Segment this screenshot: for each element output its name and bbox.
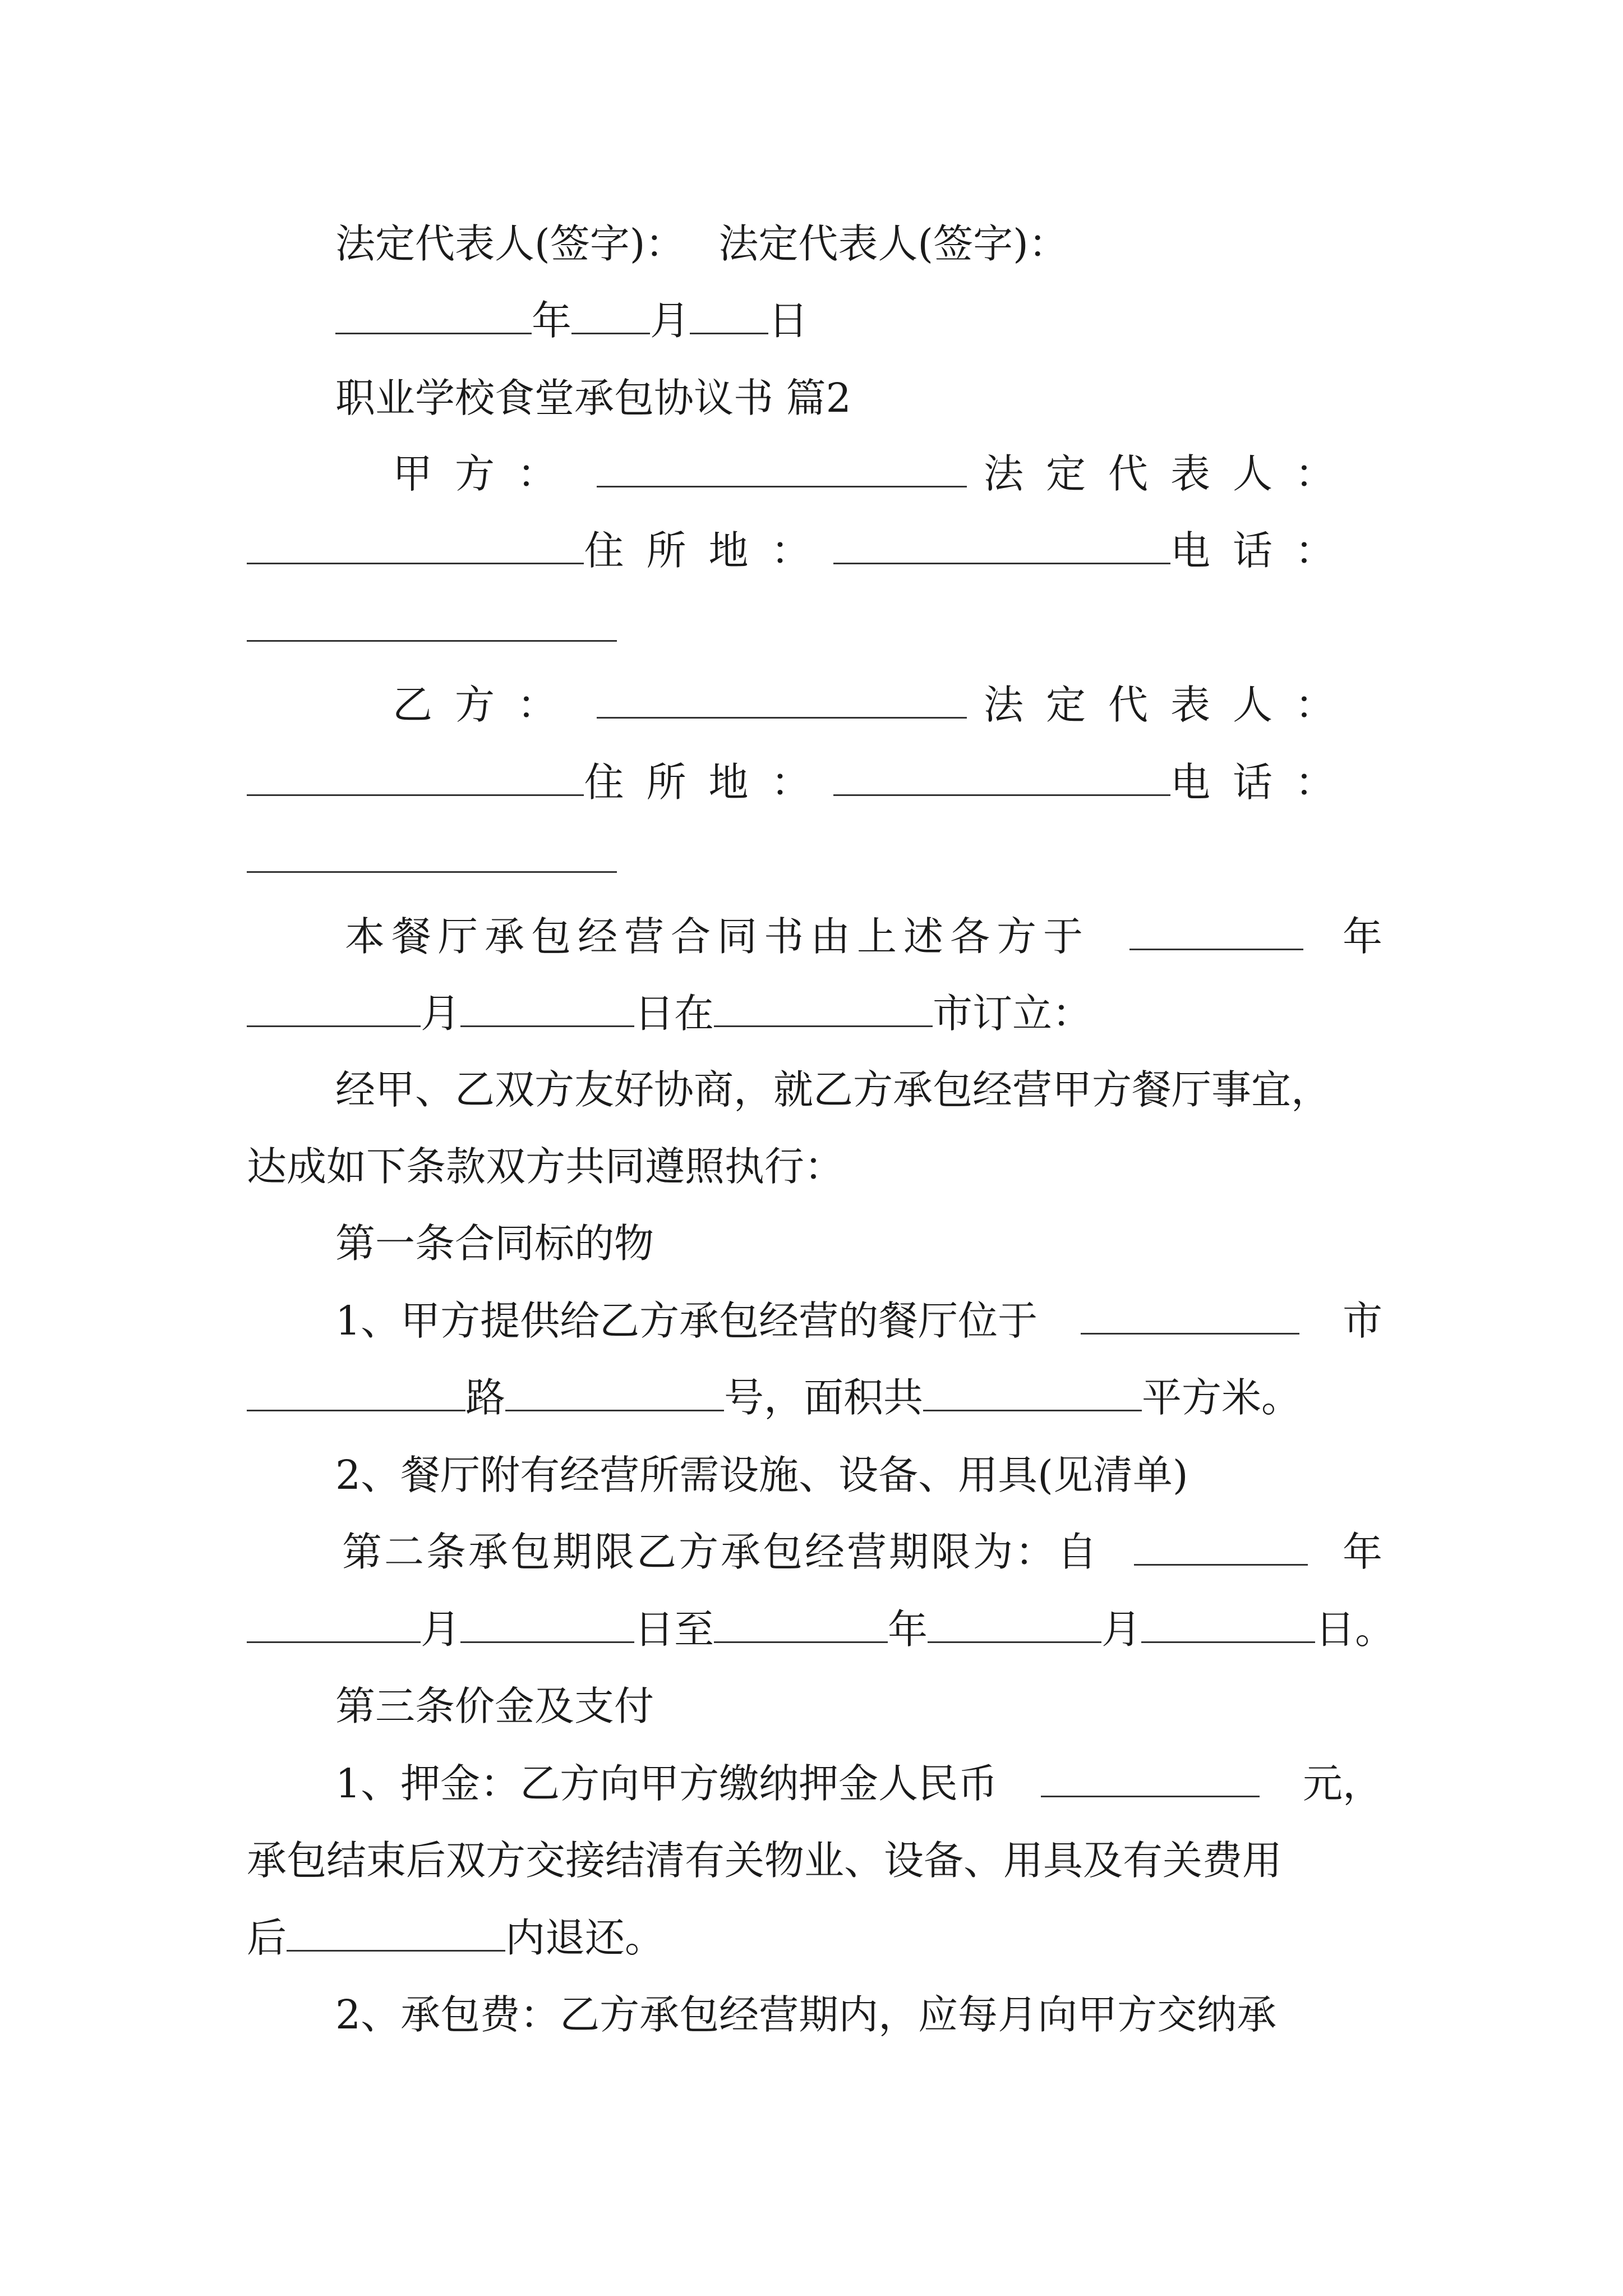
article-2-end-year-blank	[714, 1604, 888, 1643]
party-a-phone-label: 电话：	[1170, 527, 1357, 574]
article-3-item-1-text: 1、押金：乙方向甲方缴纳押金人民币	[335, 1760, 998, 1807]
month-label: 月	[650, 297, 690, 344]
article-2-end-month-blank	[928, 1604, 1101, 1643]
article-2-start-year-blank	[1134, 1527, 1308, 1566]
article-2-start-day-blank	[460, 1604, 634, 1643]
party-b-label: 乙方：	[393, 682, 580, 728]
article-2-start-day-label: 日至	[634, 1606, 714, 1653]
party-b-rep-blank	[247, 757, 584, 796]
year-label: 年	[532, 297, 572, 344]
party-a-line-1	[393, 446, 1357, 502]
article-3-deposit-blank	[1041, 1759, 1260, 1797]
article-2-end-day-blank	[1141, 1604, 1315, 1643]
article-3-item-2: 2、承包费：乙方承包经营期内，应每月向甲方交纳承	[335, 1991, 1277, 2038]
intro-text: 本餐厅承包经营合同书由上述各方于	[345, 913, 1090, 960]
date-line	[335, 293, 808, 349]
intro-day-label: 日在	[634, 990, 714, 1037]
intro-line-2	[247, 986, 1092, 1042]
article-3-title: 第三条价金及支付	[335, 1683, 654, 1729]
party-b-signature-label: 法定代表人(签字)：	[718, 220, 1068, 267]
article-1-item-1-line-2	[247, 1370, 1301, 1426]
article-3-item-1-line-1	[335, 1756, 1382, 1812]
article-1-city-blank	[1081, 1296, 1299, 1335]
party-b-line-2	[247, 754, 1357, 811]
agree-line-2: 达成如下条款双方共同遵照执行：	[247, 1143, 845, 1190]
article-3-item-1-line-2: 承包结束后双方交接结清有关物业、设备、用具及有关费用	[247, 1837, 1283, 1884]
article-2-start-year-label: 年	[1342, 1529, 1382, 1575]
day-label: 日	[768, 297, 809, 344]
intro-year-blank	[1129, 912, 1303, 950]
intro-line-1	[345, 909, 1382, 965]
party-b-phone-blank	[247, 834, 617, 873]
article-1-city-label: 市	[1342, 1297, 1382, 1344]
article-2-start-month-label: 月	[421, 1606, 461, 1653]
article-1-number-blank	[505, 1373, 724, 1411]
party-a-line-3	[247, 600, 617, 656]
party-a-address-blank	[833, 526, 1170, 564]
signature-line	[335, 216, 1068, 272]
article-2-end-month-label: 月	[1101, 1606, 1142, 1653]
year-blank	[335, 296, 532, 334]
party-b-phone-label: 电话：	[1170, 759, 1357, 806]
article-2-end-year-label: 年	[888, 1606, 928, 1653]
article-1-road-blank	[247, 1373, 465, 1411]
intro-city-label: 市订立：	[933, 990, 1092, 1037]
article-1-road-label: 路	[465, 1374, 506, 1421]
article-3-refund-label: 内退还。	[505, 1915, 665, 1961]
article-1-number-label: 号，面积共	[724, 1374, 924, 1421]
party-a-rep-blank	[247, 526, 584, 564]
intro-month-blank	[247, 988, 421, 1027]
article-2-start-month-blank	[247, 1604, 421, 1643]
intro-year-label: 年	[1342, 913, 1382, 960]
month-blank	[571, 296, 650, 334]
day-blank	[690, 296, 768, 334]
party-a-address-label: 住所地：	[584, 527, 833, 574]
party-a-name-blank	[597, 449, 967, 487]
intro-day-blank	[460, 988, 634, 1027]
article-3-refund-period-blank	[287, 1913, 505, 1952]
party-a-rep-label: 法定代表人：	[983, 450, 1357, 497]
party-b-address-label: 住所地：	[584, 759, 833, 806]
article-3-after-label: 后	[247, 1915, 287, 1961]
article-2-text: 第二条承包期限乙方承包经营期限为：自	[342, 1529, 1100, 1575]
article-2-line-1	[342, 1524, 1382, 1580]
article-3-item-1-line-3	[247, 1910, 665, 1966]
agree-line-1: 经甲、乙双方友好协商，就乙方承包经营甲方餐厅事宜，	[335, 1066, 1331, 1113]
article-1-area-blank	[923, 1373, 1142, 1411]
article-1-item-1-text: 1、甲方提供给乙方承包经营的餐厅位于	[335, 1297, 1038, 1344]
party-b-name-blank	[597, 680, 967, 719]
section-title: 职业学校食堂承包协议书 篇2	[335, 375, 851, 421]
party-b-address-blank	[833, 757, 1170, 796]
article-1-area-label: 平方米。	[1142, 1374, 1302, 1421]
article-1-item-1-line-1	[335, 1293, 1382, 1349]
party-b-line-1	[393, 677, 1357, 733]
party-a-line-2	[247, 523, 1357, 579]
party-b-line-3	[247, 831, 617, 887]
article-1-item-2: 2、餐厅附有经营所需设施、设备、用具(见清单)	[335, 1452, 1188, 1498]
party-a-label: 甲方：	[393, 450, 580, 497]
article-2-end-day-label: 日。	[1315, 1606, 1395, 1653]
party-a-phone-blank	[247, 603, 617, 642]
party-a-signature-label: 法定代表人(签字)：	[335, 220, 685, 267]
intro-city-blank	[714, 988, 933, 1027]
article-3-deposit-unit: 元，	[1302, 1760, 1382, 1807]
article-2-line-2	[247, 1602, 1395, 1658]
party-b-rep-label: 法定代表人：	[983, 682, 1357, 728]
intro-month-label: 月	[421, 990, 461, 1037]
article-1-title: 第一条合同标的物	[335, 1220, 654, 1267]
